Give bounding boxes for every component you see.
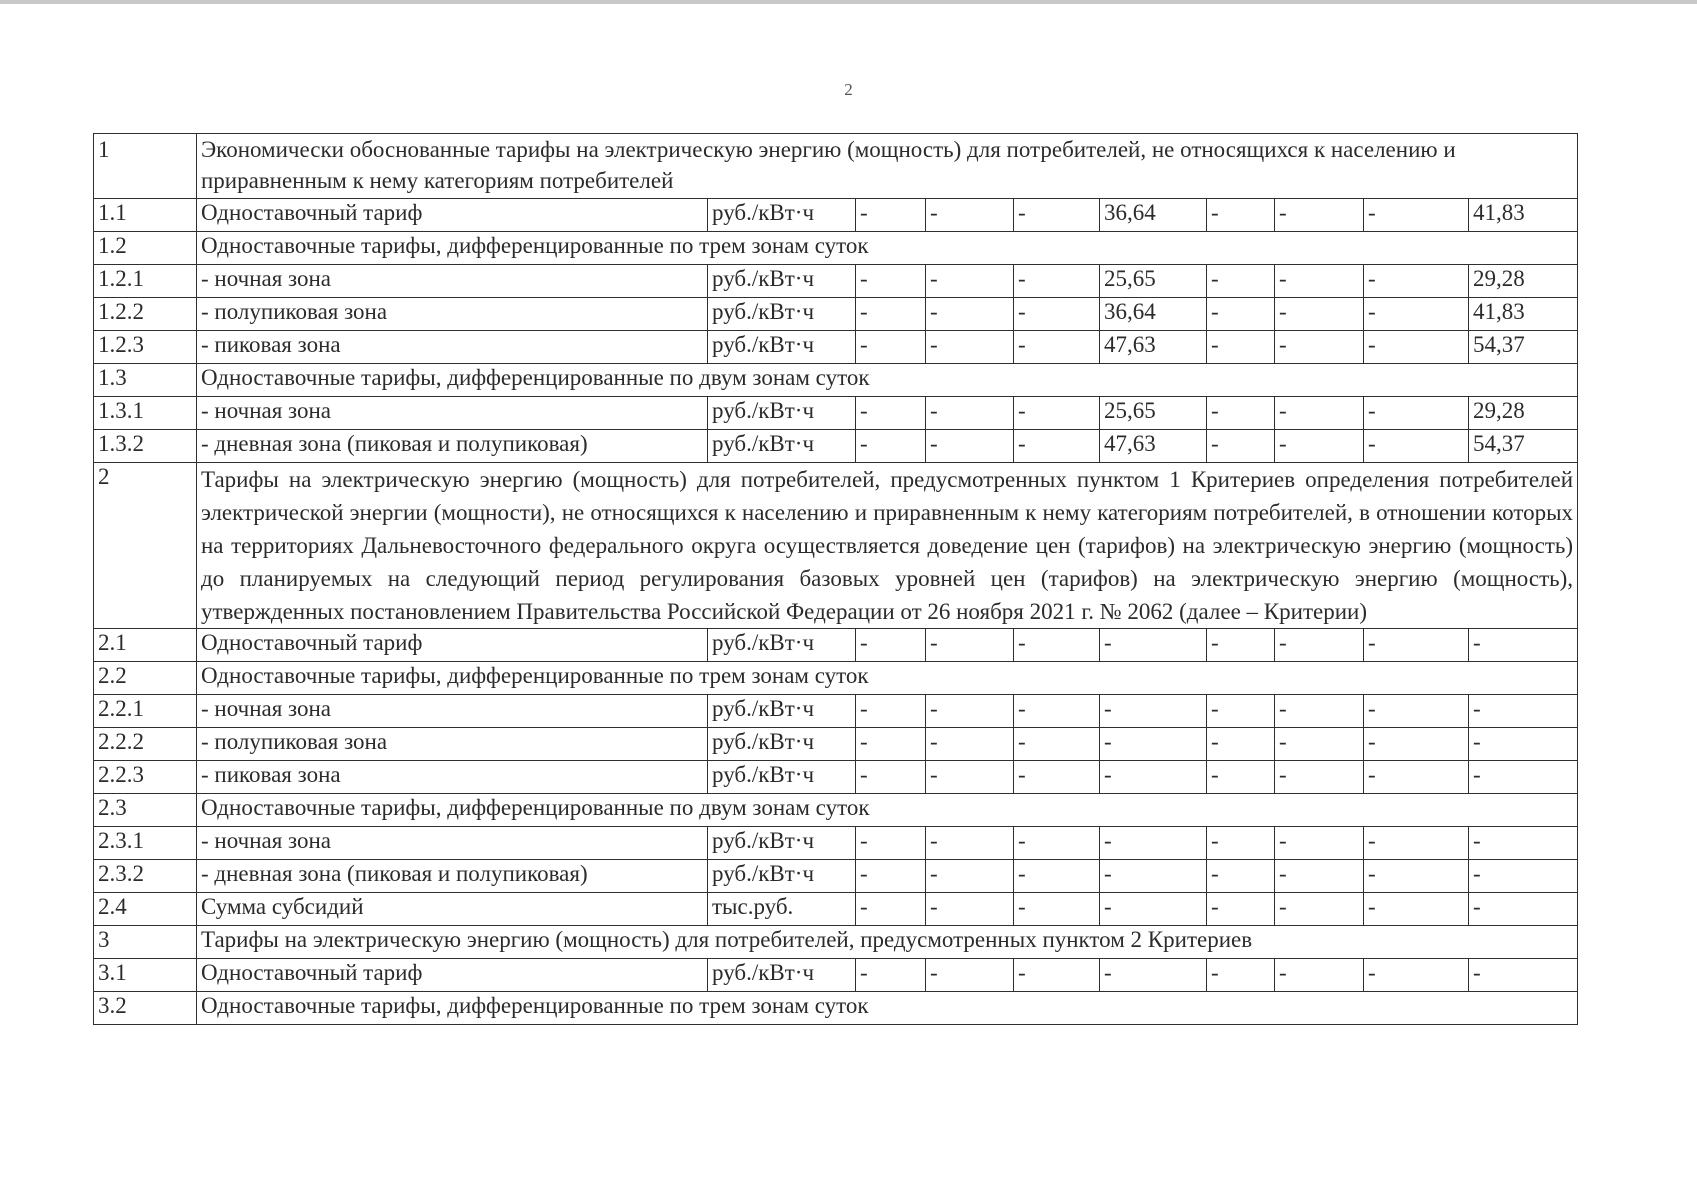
value-cell: -: [1207, 893, 1275, 926]
value-cell: -: [926, 761, 1014, 794]
row-unit: руб./кВт·ч: [708, 860, 856, 893]
value-cell: -: [926, 695, 1014, 728]
scan-top-edge: [0, 0, 1697, 4]
value-cell: 54,37: [1469, 430, 1578, 463]
value-cell: -: [926, 860, 1014, 893]
value-cell: -: [856, 265, 926, 298]
value-cell: -: [926, 298, 1014, 331]
value-cell: -: [1469, 695, 1578, 728]
table-row: [94, 893, 1578, 926]
section-title: Одноставочные тарифы, дифференцированные по трем зонам суток: [197, 992, 1578, 1025]
row-name: - ночная зона: [197, 827, 708, 860]
value-cell: -: [1207, 860, 1275, 893]
value-cell: -: [1100, 761, 1207, 794]
value-cell: -: [856, 298, 926, 331]
value-cell: -: [1364, 827, 1469, 860]
section-row: [94, 926, 1578, 959]
value-cell: -: [1100, 959, 1207, 992]
row-unit: тыс.руб.: [708, 893, 856, 926]
value-cell: -: [1275, 695, 1364, 728]
value-cell: -: [926, 430, 1014, 463]
section-row: [94, 134, 1578, 199]
row-name: - пиковая зона: [197, 331, 708, 364]
row-number: 1.1: [94, 199, 197, 232]
value-cell: -: [1100, 893, 1207, 926]
value-cell: -: [1275, 331, 1364, 364]
value-cell: -: [926, 827, 1014, 860]
value-cell: -: [926, 728, 1014, 761]
table-row: [94, 695, 1578, 728]
value-cell: -: [1275, 199, 1364, 232]
value-cell: -: [1275, 761, 1364, 794]
value-cell: -: [1100, 629, 1207, 662]
value-cell: -: [1275, 265, 1364, 298]
value-cell: -: [1275, 728, 1364, 761]
value-cell: -: [1469, 860, 1578, 893]
row-number: 2.2.2: [94, 728, 197, 761]
table-row: [94, 761, 1578, 794]
value-cell: 36,64: [1100, 199, 1207, 232]
value-cell: -: [1207, 761, 1275, 794]
row-unit: руб./кВт·ч: [708, 695, 856, 728]
section-title: Тарифы на электрическую энергию (мощность) для потребителей, предусмотренных пунктом 1 Критериев определения потребителей электрической энергии (мощности), не относящихся к населению и приравненным к нему категориям потребителей, в отношении которых на территориях Дальневосточного федерального округа осуществляется доведение цен (тарифов) на электрическую энергию (мощность) до планируемых на следующий период регулирования базовых уровней цен (тарифов) на электрическую энергию (мощность), утвержденных постановлением Правительства Российской Федерации от 26 ноября 2021 г. № 2062 (далее – Критерии): [197, 463, 1578, 629]
section-title: Экономически обоснованные тарифы на электрическую энергию (мощность) для потребителей, не относящихся к населению и приравненным к нему категориям потребителей: [197, 134, 1578, 199]
value-cell: 47,63: [1100, 430, 1207, 463]
value-cell: -: [1275, 397, 1364, 430]
value-cell: -: [1469, 728, 1578, 761]
table-row: [94, 298, 1578, 331]
value-cell: -: [856, 827, 926, 860]
value-cell: -: [1014, 860, 1100, 893]
row-number: 2.2.1: [94, 695, 197, 728]
value-cell: -: [1207, 695, 1275, 728]
value-cell: -: [1207, 397, 1275, 430]
value-cell: -: [1469, 959, 1578, 992]
value-cell: -: [1364, 629, 1469, 662]
row-unit: руб./кВт·ч: [708, 199, 856, 232]
row-number: 1.3.1: [94, 397, 197, 430]
value-cell: -: [1100, 695, 1207, 728]
row-name: - полупиковая зона: [197, 298, 708, 331]
table-row: [94, 265, 1578, 298]
value-cell: 36,64: [1100, 298, 1207, 331]
value-cell: -: [1014, 761, 1100, 794]
value-cell: -: [926, 959, 1014, 992]
value-cell: -: [1014, 695, 1100, 728]
value-cell: -: [1469, 827, 1578, 860]
value-cell: -: [1364, 728, 1469, 761]
row-name: - полупиковая зона: [197, 728, 708, 761]
value-cell: -: [856, 331, 926, 364]
value-cell: -: [1207, 728, 1275, 761]
value-cell: -: [1207, 199, 1275, 232]
row-number: 1.3.2: [94, 430, 197, 463]
value-cell: -: [1364, 397, 1469, 430]
table-row: [94, 959, 1578, 992]
value-cell: -: [1275, 959, 1364, 992]
row-number: 3.1: [94, 959, 197, 992]
value-cell: 47,63: [1100, 331, 1207, 364]
row-number: 2.2.3: [94, 761, 197, 794]
row-number: 2.3.1: [94, 827, 197, 860]
value-cell: -: [1364, 430, 1469, 463]
row-number: 1.2.2: [94, 298, 197, 331]
value-cell: -: [1275, 298, 1364, 331]
table-row: [94, 331, 1578, 364]
value-cell: -: [1014, 331, 1100, 364]
value-cell: -: [926, 893, 1014, 926]
value-cell: -: [1275, 893, 1364, 926]
table-row: [94, 430, 1578, 463]
value-cell: -: [1364, 695, 1469, 728]
value-cell: -: [1364, 761, 1469, 794]
value-cell: 54,37: [1469, 331, 1578, 364]
value-cell: -: [1014, 728, 1100, 761]
row-number: 2.1: [94, 629, 197, 662]
value-cell: -: [1469, 761, 1578, 794]
tariff-table: [93, 133, 1578, 1025]
row-number: 2: [94, 463, 197, 629]
row-name: - дневная зона (пиковая и полупиковая): [197, 860, 708, 893]
value-cell: -: [1364, 199, 1469, 232]
value-cell: -: [926, 397, 1014, 430]
row-number: 1.2: [94, 232, 197, 265]
page-number: 2: [844, 80, 853, 99]
row-unit: руб./кВт·ч: [708, 397, 856, 430]
value-cell: -: [1364, 959, 1469, 992]
value-cell: -: [856, 728, 926, 761]
row-number: 1.3: [94, 364, 197, 397]
row-unit: руб./кВт·ч: [708, 959, 856, 992]
value-cell: -: [1207, 331, 1275, 364]
value-cell: -: [856, 199, 926, 232]
value-cell: -: [926, 629, 1014, 662]
row-unit: руб./кВт·ч: [708, 331, 856, 364]
value-cell: -: [856, 397, 926, 430]
value-cell: -: [1364, 860, 1469, 893]
value-cell: -: [856, 959, 926, 992]
value-cell: -: [1364, 893, 1469, 926]
value-cell: -: [1469, 893, 1578, 926]
value-cell: -: [926, 265, 1014, 298]
table-row: [94, 827, 1578, 860]
value-cell: -: [1207, 827, 1275, 860]
row-name: - ночная зона: [197, 265, 708, 298]
table-row: [94, 629, 1578, 662]
row-name: - ночная зона: [197, 695, 708, 728]
row-unit: руб./кВт·ч: [708, 298, 856, 331]
table-row: [94, 397, 1578, 430]
value-cell: -: [1014, 827, 1100, 860]
value-cell: -: [1275, 430, 1364, 463]
row-number: 2.3.2: [94, 860, 197, 893]
row-name: - пиковая зона: [197, 761, 708, 794]
value-cell: 41,83: [1469, 199, 1578, 232]
row-number: 3: [94, 926, 197, 959]
value-cell: -: [1014, 629, 1100, 662]
row-unit: руб./кВт·ч: [708, 629, 856, 662]
row-name: Одноставочный тариф: [197, 199, 708, 232]
value-cell: 29,28: [1469, 397, 1578, 430]
section-row: [94, 662, 1578, 695]
value-cell: -: [1207, 959, 1275, 992]
row-name: - ночная зона: [197, 397, 708, 430]
section-row: [94, 232, 1578, 265]
section-row: [94, 463, 1578, 629]
table-row: [94, 199, 1578, 232]
value-cell: -: [1014, 959, 1100, 992]
row-number: 1.2.1: [94, 265, 197, 298]
row-name: Одноставочный тариф: [197, 629, 708, 662]
value-cell: -: [1014, 199, 1100, 232]
value-cell: -: [1014, 265, 1100, 298]
table-row: [94, 728, 1578, 761]
table-row: [94, 860, 1578, 893]
section-title: Тарифы на электрическую энергию (мощность) для потребителей, предусмотренных пунктом 2 Критериев: [197, 926, 1578, 959]
value-cell: -: [1469, 629, 1578, 662]
value-cell: -: [1364, 331, 1469, 364]
value-cell: -: [856, 893, 926, 926]
value-cell: 41,83: [1469, 298, 1578, 331]
value-cell: -: [926, 199, 1014, 232]
value-cell: 25,65: [1100, 265, 1207, 298]
value-cell: 25,65: [1100, 397, 1207, 430]
row-number: 2.3: [94, 794, 197, 827]
section-title: Одноставочные тарифы, дифференцированные по двум зонам суток: [197, 794, 1578, 827]
value-cell: 29,28: [1469, 265, 1578, 298]
row-unit: руб./кВт·ч: [708, 265, 856, 298]
value-cell: -: [1275, 860, 1364, 893]
value-cell: -: [1207, 629, 1275, 662]
section-title: Одноставочные тарифы, дифференцированные по трем зонам суток: [197, 662, 1578, 695]
row-name: Сумма субсидий: [197, 893, 708, 926]
value-cell: -: [1100, 860, 1207, 893]
value-cell: -: [856, 860, 926, 893]
value-cell: -: [1207, 430, 1275, 463]
section-title: Одноставочные тарифы, дифференцированные по трем зонам суток: [197, 232, 1578, 265]
value-cell: -: [1364, 298, 1469, 331]
row-unit: руб./кВт·ч: [708, 761, 856, 794]
value-cell: -: [856, 430, 926, 463]
value-cell: -: [1014, 430, 1100, 463]
row-number: 3.2: [94, 992, 197, 1025]
value-cell: -: [1100, 827, 1207, 860]
value-cell: -: [856, 761, 926, 794]
value-cell: -: [1364, 265, 1469, 298]
row-number: 1.2.3: [94, 331, 197, 364]
row-number: 1: [94, 134, 197, 199]
row-unit: руб./кВт·ч: [708, 728, 856, 761]
section-row: [94, 794, 1578, 827]
value-cell: -: [1014, 893, 1100, 926]
value-cell: -: [1014, 397, 1100, 430]
value-cell: -: [1275, 827, 1364, 860]
row-number: 2.4: [94, 893, 197, 926]
value-cell: -: [1275, 629, 1364, 662]
section-title: Одноставочные тарифы, дифференцированные по двум зонам суток: [197, 364, 1578, 397]
value-cell: -: [856, 695, 926, 728]
value-cell: -: [1014, 298, 1100, 331]
row-number: 2.2: [94, 662, 197, 695]
value-cell: -: [1100, 728, 1207, 761]
row-name: - дневная зона (пиковая и полупиковая): [197, 430, 708, 463]
row-name: Одноставочный тариф: [197, 959, 708, 992]
value-cell: -: [1207, 265, 1275, 298]
section-row: [94, 992, 1578, 1025]
value-cell: -: [926, 331, 1014, 364]
value-cell: -: [1207, 298, 1275, 331]
value-cell: -: [856, 629, 926, 662]
row-unit: руб./кВт·ч: [708, 430, 856, 463]
row-unit: руб./кВт·ч: [708, 827, 856, 860]
section-row: [94, 364, 1578, 397]
